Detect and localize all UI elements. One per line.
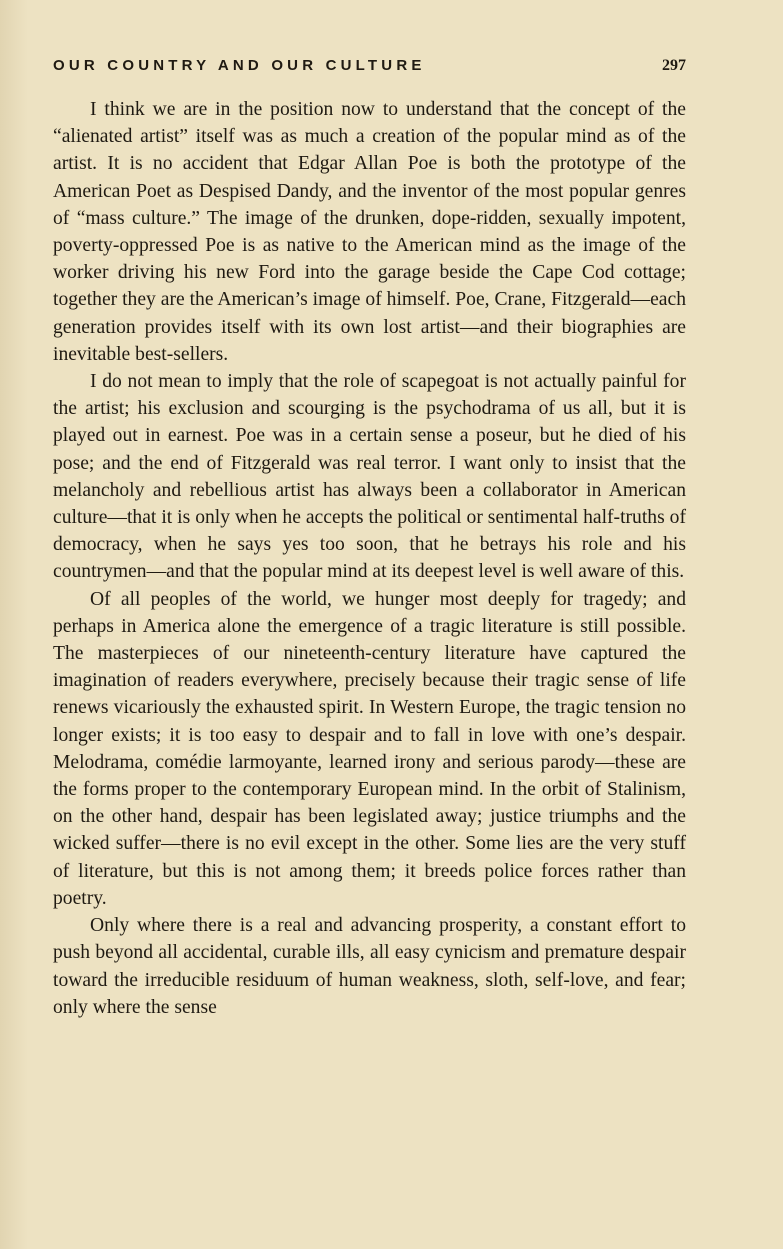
paragraph-3: Of all peoples of the world, we hunger most deeply for tragedy; and perhaps in America alone the emergence of a tragic literature is still possible. The masterpieces of our nineteenth-century literature have captured the imagination of readers everywhere, precisely because their tragic sense of life renews vicariously the exhausted spirit. In Western Europe, the tragic tension no longer exists; it is too easy to despair and to fall in love with one’s despair. Melodrama, comédie larmoyante, learned irony and serious parody—these are the forms proper to the contemporary European mind. In the orbit of Stalinism, on the other hand, despair has been legislated away; justice triumphs and the wicked suffer—there is no evil except in the other. Some lies are the very stuff of literature, but this is not among them; it breeds police forces rather than poetry. <box>53 588 686 909</box>
page-number: 297 <box>662 57 686 74</box>
paragraph-1: I think we are in the position now to understand that the concept of the “alienated artist” itself was as much a creation of the popular mind as of the artist. It is no accident that Edgar Allan Poe is both the prototype of the American Poet as Despised Dandy, and the inventor of the most popular genres of “mass culture.” The image of the drunken, dope-ridden, sexually impotent, poverty-oppressed Poe is as native to the American mind as the image of the worker driving his new Ford into the garage beside the Cape Cod cottage; together they are the American’s image of himself. Poe, Crane, Fitzgerald—each generation provides itself with its own lost artist—and their biographies are inevitable best-sellers. <box>53 99 686 365</box>
body-text <box>53 96 686 1021</box>
running-title: OUR COUNTRY AND OUR CULTURE <box>53 57 426 74</box>
paragraph-4: Only where there is a real and advancing prosperity, a constant effort to push beyond all accidental, curable ills, all easy cynicism and premature despair toward the irreducible residuum of human weakness, sloth, self-love, and fear; only where the sense <box>53 915 686 1018</box>
running-head <box>53 57 686 81</box>
paragraph-2: I do not mean to imply that the role of scapegoat is not actually painful for the artist; his exclusion and scourging is the psychodrama of us all, but it is played out in earnest. Poe was in a certain sense a poseur, but he died of his pose; and the end of Fitzgerald was real terror. I want only to insist that the melancholy and rebellious artist has always been a collaborator in American culture—that it is only when he accepts the political or sentimental half-truths of democracy, when he says yes too soon, that he betrays his role and his countrymen—and that the popular mind at its deepest level is well aware of this. <box>53 371 686 583</box>
